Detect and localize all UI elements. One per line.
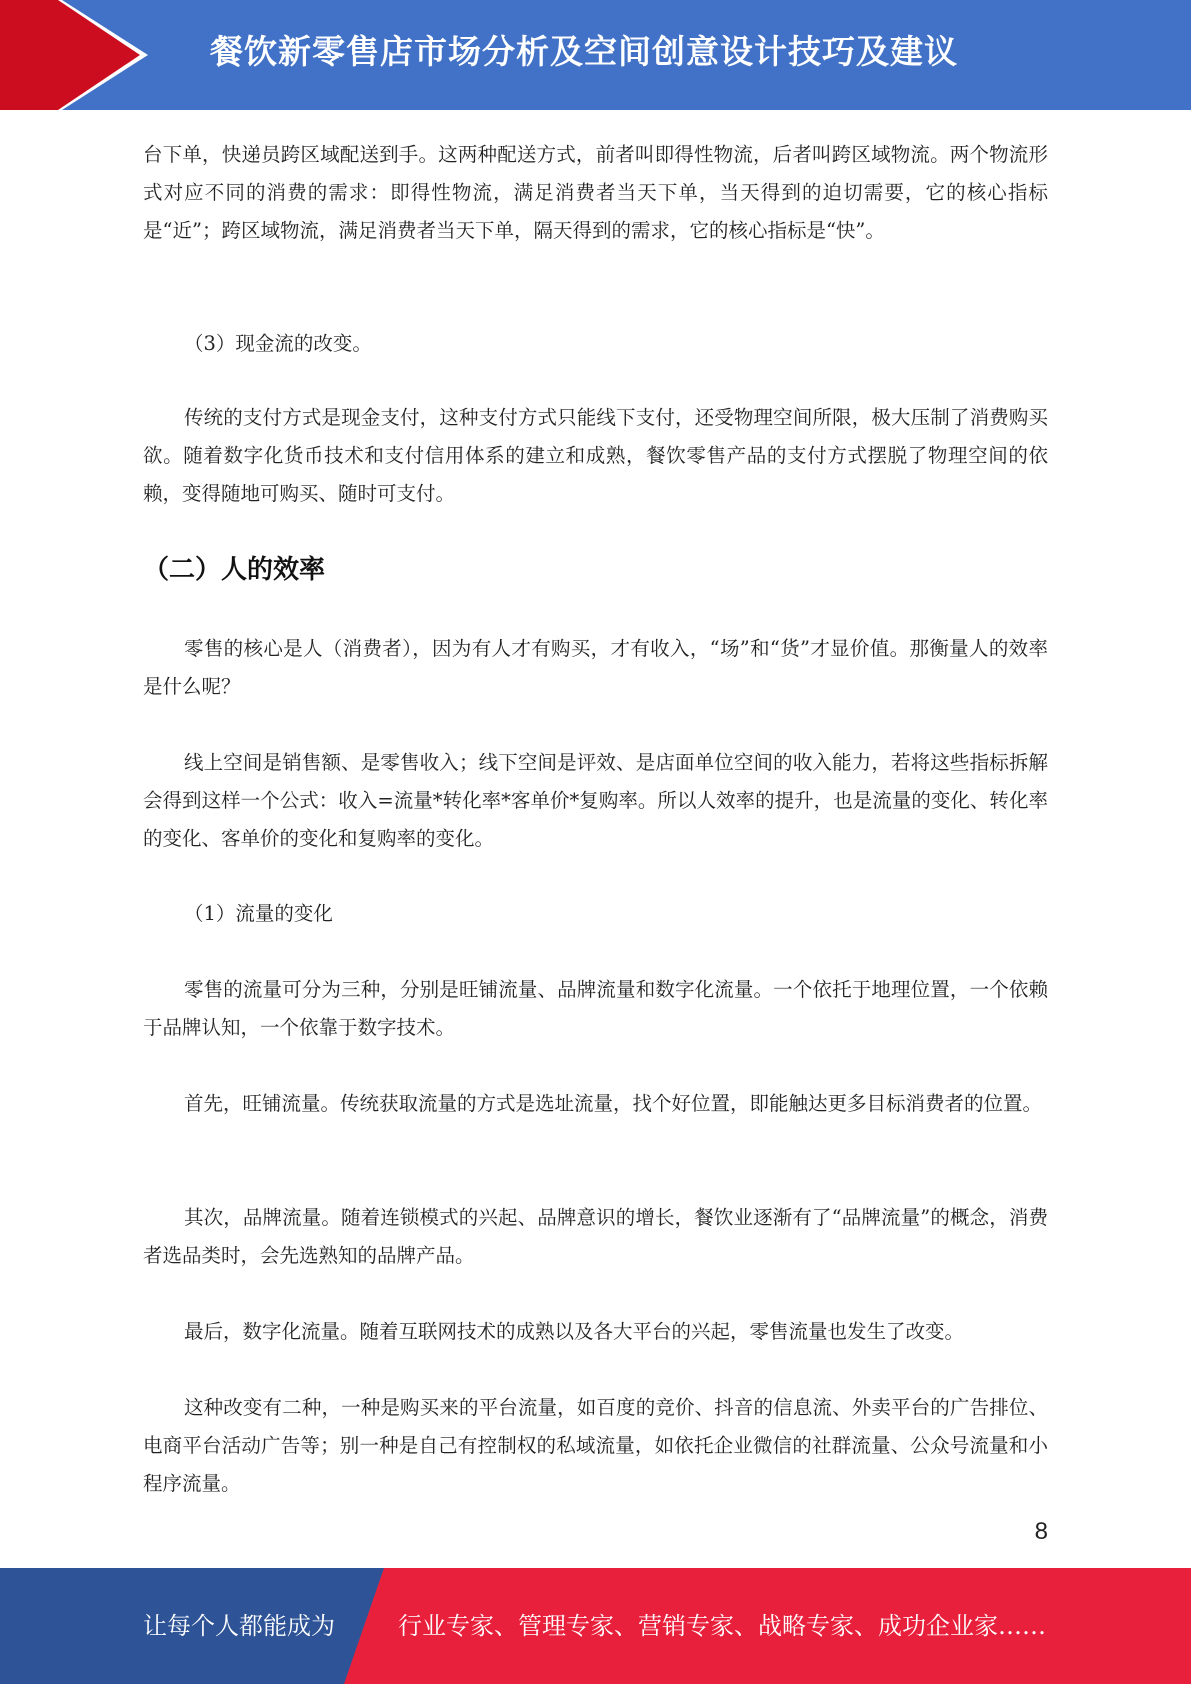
footer-band: [0, 1568, 1191, 1684]
subheading-cashflow: （3）现金流的改变。: [184, 332, 372, 355]
paragraph-digital-traffic: 最后，数字化流量。随着互联网技术的成熟以及各大平台的兴起，零售流量也发生了改变。: [184, 1320, 965, 1343]
paragraph-brand-traffic: 其次，品牌流量。随着连锁模式的兴起、品牌意识的增长，餐饮业逐渐有了“品牌流量”的概念，消费者选品类时，会先选熟知的品牌产品。: [143, 1206, 1048, 1267]
paragraph-logistics: 台下单，快递员跨区域配送到手。这两种配送方式，前者叫即得性物流，后者叫跨区域物流。两个物流形式对应不同的消费的需求：即得性物流，满足消费者当天下单，当天得到的迫切需要，它的核心指标是“近”；跨区域物流，满足消费者当天下单，隔天得到的需求，它的核心指标是“快”。: [143, 143, 1048, 242]
paragraph-payment: 传统的支付方式是现金支付，这种支付方式只能线下支付，还受物理空间所限，极大压制了消费购买欲。随着数字化货币技术和支付信用体系的建立和成熟，餐饮零售产品的支付方式摆脱了物理空间的依赖，变得随地可购买、随时可支付。: [143, 406, 1048, 505]
paragraph-formula: 线上空间是销售额、是零售收入；线下空间是评效、是店面单位空间的收入能力，若将这些指标拆解会得到这样一个公式：收入=流量*转化率*客单价*复购率。所以人效率的提升，也是流量的变化、转化率的变化、客单价的变化和复购率的变化。: [143, 751, 1048, 850]
page-title: 餐饮新零售店市场分析及空间创意设计技巧及建议: [210, 32, 958, 71]
header-chevron-icon: [0, 0, 160, 110]
page-number: 8: [1034, 1518, 1048, 1545]
paragraph-shop-traffic: 首先，旺铺流量。传统获取流量的方式是选址流量，找个好位置，即能触达更多目标消费者的位置。: [184, 1092, 1043, 1115]
header-band: [0, 0, 1191, 110]
paragraph-retail-core: 零售的核心是人（消费者），因为有人才有购买，才有收入，“场”和“货”才显价值。那衡量人的效率是什么呢？: [143, 637, 1048, 698]
footer-slogan-left: 让每个人都能成为: [143, 1612, 335, 1640]
footer-slogan-right: 行业专家、管理专家、营销专家、战略专家、成功企业家……: [398, 1612, 1046, 1640]
paragraph-traffic-change: 这种改变有二种，一种是购买来的平台流量，如百度的竞价、抖音的信息流、外卖平台的广告排位、电商平台活动广告等；别一种是自己有控制权的私域流量，如依托企业微信的社群流量、公众号流量和小程序流量。: [143, 1396, 1048, 1495]
paragraph-traffic-types: 零售的流量可分为三种，分别是旺铺流量、品牌流量和数字化流量。一个依托于地理位置，一个依赖于品牌认知，一个依靠于数字技术。: [143, 978, 1048, 1039]
subheading-traffic: （1）流量的变化: [184, 902, 333, 925]
section-heading: （二）人的效率: [143, 555, 326, 585]
